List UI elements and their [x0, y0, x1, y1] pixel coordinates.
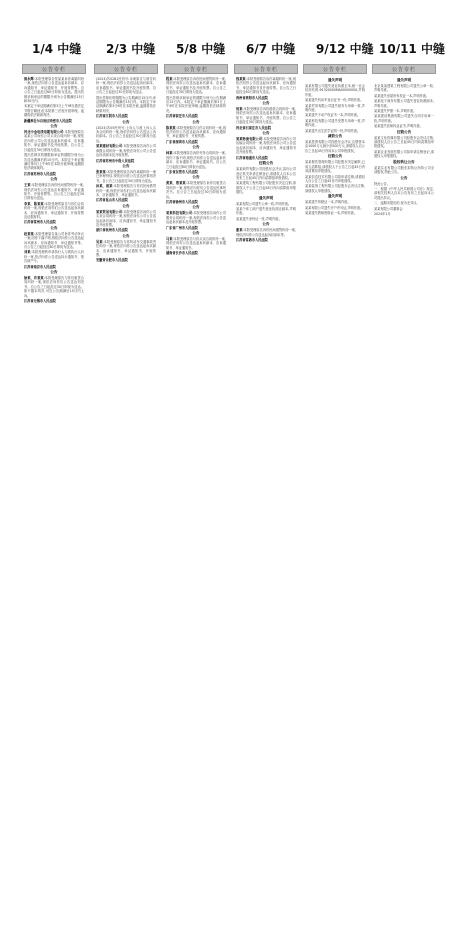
notice-heading: 注销公告	[396, 129, 412, 134]
notice-heading: 公告	[192, 205, 200, 210]
notice-paragraph: 孙某、周某:本院受理原告与你们民间借贷纠纷一案,现依法向你们公告送达起诉状副本、应诉通知书、举证通知书。	[96, 184, 157, 197]
notice-heading: 公告	[262, 101, 270, 106]
notice-paragraph: 江苏省江阴市人民法院	[96, 114, 128, 119]
notice-paragraph: 某某遗失出生医学证明一份,声明作废。	[305, 128, 361, 133]
column-title-bar	[234, 64, 298, 74]
notice-paragraph: 徐某、许某某:本院受理原告与你们租赁合同纠纷一案,现依法向你们公告送达判决书。自公告之日起经过30日即视为送达。如不服本判决,可在公告期满后15日内上诉。	[24, 276, 84, 298]
notice-paragraph: 某某有限公司遗失公章一枚,声明作废。	[236, 201, 292, 206]
notice-paragraph: 贵州省贵阳市人民法院	[236, 95, 268, 100]
notice-heading: 股权转让公告	[393, 159, 415, 164]
notice-heading: 公告	[50, 225, 58, 230]
notice-heading: 遗失声明	[327, 194, 343, 199]
notice-heading: 公告	[192, 175, 200, 180]
header-6-7: 6/7 中缝	[246, 42, 296, 56]
column-title: 公告专栏	[253, 66, 278, 73]
notice-paragraph: 某某餐饮管理有限公司经股东决定解散,已成立清算组,请债权人于公告之日起45日内向清算组申报债权。	[305, 160, 365, 174]
notice-column-3	[164, 64, 228, 930]
notice-paragraph: 江苏省常熟市人民法院	[236, 237, 268, 242]
notice-paragraph: 某某遗失身份证一张,声明作废。	[236, 216, 282, 221]
notice-paragraph: 某某贸易有限公司遗失财务专用章一枚,声明作废。	[305, 103, 365, 113]
notice-paragraph: 江苏省无锡市人民法院	[24, 299, 56, 304]
column-title: 公告专栏	[41, 66, 66, 73]
notice-paragraph: 江苏省昆山市人民法院	[96, 198, 128, 203]
notice-body	[372, 76, 436, 218]
notice-paragraph: 某某商贸有限公司经股东会决议,拟向公司登记机关申请注销登记,请债权人自本公告发布之日起45日内向清算组申报债权。	[236, 167, 296, 180]
notice-body	[94, 76, 158, 265]
notice-paragraph: 提出答辩状的期限和举证的期限分别为公告送达期满后的15日内。本院定于举证期满后第3日上午9时在本院开庭审理,逾期将依法缺席裁判。	[24, 153, 84, 171]
column-title: 公告专栏	[113, 66, 138, 73]
notice-heading: 遗失声明	[327, 78, 343, 82]
notice-heading: 公告	[122, 233, 130, 238]
notice-paragraph: 河北省石家庄市人民法院	[236, 125, 272, 130]
notice-heading: 公告	[122, 203, 130, 208]
notice-paragraph: 某某贸易有限公司:本院受理原告诉你公司买卖合同纠纷一案,现依法向你公司公告送达起诉状副本、应诉通知书、举证通知书及开庭传票。	[96, 209, 156, 227]
notice-column-5	[303, 64, 367, 930]
notice-paragraph: 某某遗失机动车登记证书一份,声明作废。	[305, 98, 364, 103]
column-title-bar	[164, 64, 228, 74]
header-5-8: 5/8 中缝	[176, 42, 226, 56]
notice-paragraph: 广东省广州市人民法院	[166, 225, 198, 230]
header-10-11: 10/11 中缝	[379, 42, 445, 56]
notice-heading: 公告	[192, 145, 200, 150]
header-1-4: 1/4 中缝	[32, 42, 82, 56]
notice-paragraph: 某某建筑工程有限公司经股东决定注销,请债权人于公告之日起45日内向清算组申报债权。	[236, 181, 296, 195]
notice-paragraph: 某某装饰工程有限公司经股东会决议注销,请债权人申报债权。	[305, 184, 365, 193]
notice-column-6	[372, 64, 436, 930]
notice-paragraph: 某某建材有限公司:本院受理原告诉你公司承揽合同纠纷一案,现依法向你公司公告送达诉状副本及开庭传票。	[96, 144, 156, 158]
notice-paragraph: 某某农业发展有限公司拟申请注销登记,请债权人申报债权。	[374, 149, 434, 159]
notice-paragraph: 赵某某:本院受理原告某公司诉你劳动争议一案,因你下落不明,现依法向你公告送达起诉状副本、应诉通知书、举证通知书等。自公告之日起经过60日即视为送达。	[24, 231, 85, 249]
notice-paragraph: 黄某、郑某某:本院受理原告诉你们租赁合同纠纷一案,现依法向你们公告送达民事判决书。自公告之日起经过30日即视为送达。	[166, 181, 226, 199]
column-title-bar	[303, 64, 367, 74]
notice-paragraph: 提出答辩状的期限为公告期满后15日内,举证期限为公告期满后15日内。本院定于举证期满后第3日9时在本院开庭,逾期将依法缺席判决。	[96, 95, 156, 113]
notice-paragraph: 新疆维吾尔自治区哈密市人民法院	[24, 118, 72, 123]
notice-heading: 遗失声明	[258, 195, 274, 200]
notice-paragraph: 2024年1月	[374, 211, 391, 216]
notice-paragraph: 何某:本院受理原告诉你借款合同纠纷一案,现依法向你公告送达起诉状副本、应诉通知书、举证通知书、开庭传票。自公告之日起经过30日即视为送达。	[236, 107, 296, 125]
notice-heading: 公告	[192, 230, 200, 235]
notice-paragraph: 程某:本院受理原告诉你民间借贷纠纷一案,现依法向你公告送达起诉状副本、应诉通知书、举证通知书及开庭传票。自公告之日起经过30日即视为送达。	[166, 77, 226, 95]
column-title: 公告专栏	[322, 66, 347, 73]
notice-paragraph: 特此公告。	[374, 181, 390, 186]
notice-paragraph: 广东省深圳市人民法院	[166, 139, 198, 144]
notice-paragraph: 某某遗失教师资格证一本,声明作废。	[305, 210, 358, 215]
notice-paragraph: 江苏省南通市人民法院	[236, 155, 268, 160]
notice-heading: 公告	[50, 270, 58, 275]
notice-paragraph: 李某、陈某某:本院受理的原告与你们合同纠纷一案,现依法向你们公告送达起诉状副本、应诉通知书、举证通知书、开庭传票及证据材料。	[24, 201, 84, 219]
notice-paragraph: 某某物流有限公司:本院受理原告诉你公司运输合同纠纷一案,现依法向你公司公告送达起诉状副本、应诉通知书、举证通知书及开庭传票。	[236, 137, 296, 155]
notice-paragraph: 钱某某:本院受理原告诉你离婚纠纷一案,现依法向你公告送达起诉状副本、应诉通知书、举证通知书及开庭传票。自公告之日起经过60日即视为送达。	[236, 77, 297, 95]
notice-heading: 公告	[50, 124, 58, 129]
notice-paragraph: 谢某:本院受理原告诉你民间借贷纠纷一案,现依法向你公告送达起诉状副本等。	[236, 228, 296, 237]
notice-paragraph: (2024)苏0281民初号:本案原告与被告纠纷一案,现依法向你公告送达起诉状副本、应诉通知书、举证通知书及开庭传票。自公告之日起经过30日即视为送达。	[96, 77, 156, 95]
notice-paragraph: (2024)苏05民终号:上诉人与被上诉人买卖合同纠纷一案,现依法向你公告送达上诉状副本。自公告之日起经过30日即视为送达。	[96, 125, 156, 143]
notice-paragraph: 二、逾期未提出的,视为无异议。	[374, 201, 420, 206]
notice-paragraph: 河北中金电线电缆有限公司:本院受理原告某某公司诉你公司买卖合同纠纷一案,现依法向你公司公告送达起诉状副本、应诉通知书、举证通知书及开庭传票。自公告之日起经过30日即视为送达。	[24, 130, 84, 152]
notice-paragraph: 某某遗失护照一本,声明作废。	[374, 109, 417, 114]
notice-paragraph: 某某电子商务有限公司遗失营业执照副本,声明作废。	[374, 99, 434, 108]
column-title-bar	[94, 64, 158, 74]
notice-paragraph: 某某投资有限公司经股东会决议,注册资本由1000万元减少至500万元,请债权人自公告之日起45日内向本公司申报债权。	[305, 140, 365, 153]
notice-paragraph: 江苏省南京市人民法院	[24, 264, 56, 269]
notice-heading: 公告	[50, 177, 58, 182]
notice-paragraph: 林某:本院受理原告诉你劳务合同纠纷一案,因你下落不明,现依法向你公告送达起诉状副本、应诉通知书、举证通知书。自公告之日起经过60日即视为送达。	[166, 151, 226, 169]
notice-paragraph: 江苏省苏州市人民法院	[24, 171, 56, 176]
notice-paragraph: 江苏省徐州市人民法院	[166, 199, 198, 204]
notice-paragraph: 安徽省合肥市人民法院	[96, 258, 128, 263]
notice-paragraph: 某某实业有限公司股东拟转让所持公司全部股权,特此公告。	[374, 165, 434, 175]
notice-heading: 注销公告	[327, 154, 343, 159]
notice-paragraph: 广东省东莞市人民法院	[166, 169, 198, 174]
notice-paragraph: 某某科技有限公司遗失发票专用章一枚,声明作废。	[305, 118, 365, 128]
notice-paragraph: 浙江省杭州市人民法院	[96, 228, 128, 233]
notice-paragraph: 北京某某建筑工程有限公司遗失公章一枚,声明作废。	[374, 84, 434, 93]
notice-paragraph: 某某遗失不动产权证书一本,声明作废。	[305, 113, 361, 118]
notice-paragraph: 王某:本院受理原告诉你民间借贷纠纷一案,现依法向你公告送达应诉通知书、举证通知书、开庭传票等。自公告之日起经过30日即视为送达。	[24, 183, 84, 201]
column-title: 公告专栏	[183, 66, 208, 73]
notice-body	[234, 76, 298, 244]
notice-paragraph: 刘某:本院受理的申请执行人与被执行人纠纷一案,依法向你公告送达执行通知书、报告财产令。	[24, 250, 84, 264]
notice-paragraph: 某某遗失房屋所有权证一本,声明作废。	[374, 93, 430, 98]
notice-heading: 公告	[122, 163, 130, 168]
notice-paragraph: 江苏省宿迁市人民法院	[166, 114, 198, 119]
notice-heading: 公告	[262, 222, 270, 227]
notice-column-1	[22, 64, 86, 930]
column-title-bar	[372, 64, 436, 74]
notice-paragraph: 郭永辉:本院受理原告张某某诉你离婚纠纷一案,现依法向你公告送达起诉状副本、应诉通知书、举证通知书、开庭传票等。自公告之日起经过60日即视为送达。提出答辩状和举证的期限分别为公告期满后15日和30日内。	[24, 77, 85, 104]
notice-paragraph: 张某某:本院受理的原告诉你离婚纠纷一案已审理终结,现依法向你公告送达民事判决书。自公告之日起经过30日即视为送达。	[96, 169, 157, 183]
notice-paragraph: 一、根据《中华人民共和国公司法》规定,请相关权利人自本公告发布之日起向本公司提出异议。	[374, 186, 434, 200]
notice-paragraph: 陈某某:本院受理原告与你合同纠纷一案,现依法向你公告送达起诉状副本、应诉通知书、举证通知书、开庭传票。	[166, 125, 227, 139]
notice-paragraph: 某某建设集团有限公司遗失合同专用章一枚,声明作废。	[374, 114, 434, 123]
notice-paragraph: 某某有限公司遗失营业执照正本,统一社会信用代码:91320000MA0000000X,声明作废。	[305, 84, 365, 97]
notice-paragraph: 湖南省长沙市人民法院	[166, 251, 198, 256]
notice-paragraph: 某某科技有限公司:本院受理原告诉你公司服务合同纠纷一案,现依法向你公司公告送达起诉状副本及开庭传票。	[166, 211, 226, 225]
notice-paragraph: 某某遗失医师执业证书,声明作废。	[374, 124, 423, 129]
notice-heading: 公告	[192, 119, 200, 124]
notice-heading: 公告	[122, 119, 130, 124]
notice-heading: 减资公告	[327, 134, 343, 139]
notice-paragraph: 某某信息技术有限公司拟申请注销,请债权人自公告之日起45日内申报债权。	[305, 174, 365, 183]
notice-paragraph: 某某遗失驾驶证一本,声明作废。	[305, 200, 351, 205]
notice-paragraph: 某某文化传媒有限公司经股东会决议注销,请债权人自公告之日起45日内向清算组申报债权。	[374, 135, 434, 149]
notice-body	[22, 76, 86, 305]
header-9-12: 9/12 中缝	[316, 42, 374, 56]
notice-paragraph: 本案定于举证期满后第3日上午9时(遇法定节假日顺延)在本院第三法庭开庭审理。逾期将依法缺席判决。	[24, 104, 84, 118]
notice-heading: 遗失声明	[396, 78, 412, 82]
notice-paragraph: 某某有限公司遗失开户许可证,声明作废。	[305, 205, 364, 210]
notice-body	[303, 76, 367, 217]
notice-heading: 公告	[400, 175, 408, 180]
column-title-bar	[22, 64, 86, 74]
notice-paragraph: 江苏省常州市人民法院	[24, 220, 56, 225]
header-2-3: 2/3 中缝	[106, 42, 156, 56]
notice-heading: 注销公告	[258, 161, 274, 166]
notice-heading: 公告	[262, 131, 270, 136]
column-title: 公告专栏	[391, 66, 416, 73]
notice-paragraph: 吴某:本院受理原告与你机动车交通事故责任纠纷一案,现依法向你公告送达起诉状副本、应诉通知书、举证通知书、开庭传票。	[96, 239, 156, 257]
notice-paragraph: 某某有限公司董事会	[374, 206, 403, 211]
column-headers	[0, 0, 450, 64]
notice-paragraph: 江苏省苏州市中级人民法院	[96, 158, 135, 163]
notice-paragraph: 某某个体工商户遗失营业执照正副本,声明作废。	[236, 206, 296, 216]
notice-body	[164, 76, 228, 258]
notice-column-4	[234, 64, 298, 930]
notice-paragraph: 提出答辩状和举证的期限分别为公告期满后15日内。本院定于举证期满后第3日上午9时在本院开庭审理,逾期将依法缺席判决。	[166, 95, 226, 113]
notice-paragraph: 马某:本院受理原告与你买卖合同纠纷一案,现依法向你公告送达起诉状副本、应诉通知书、举证通知书。	[166, 236, 226, 250]
notice-column-2	[94, 64, 158, 930]
